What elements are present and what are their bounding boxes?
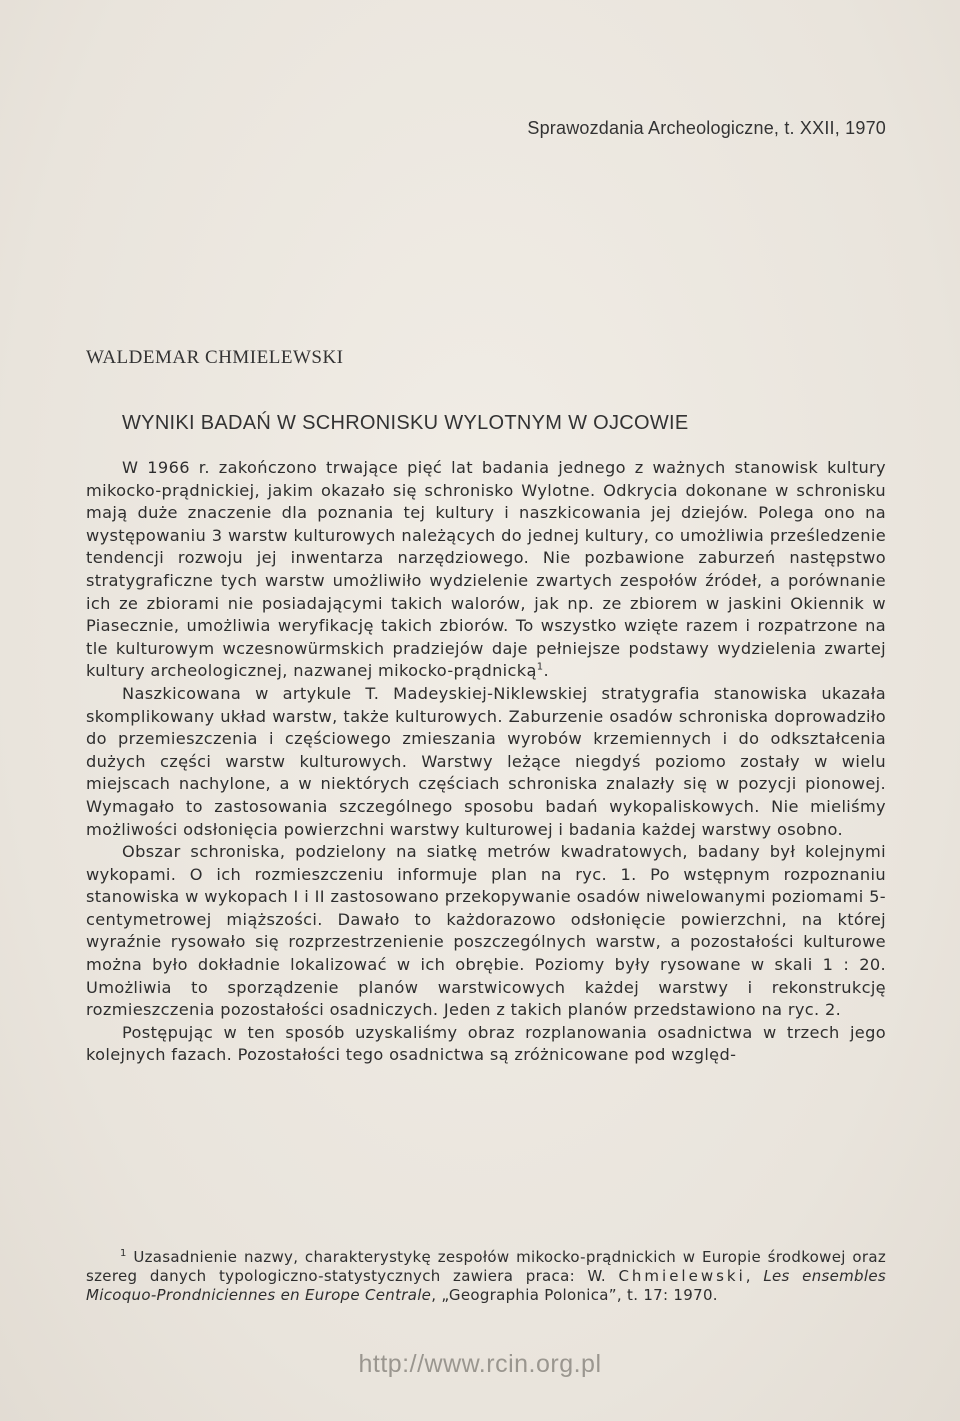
paragraph-1-text: W 1966 r. zakończono trwające pięć lat badania jednego z ważnych stanowisk kultury mikocko-prądnickiej, jakim okazało się schronisko Wylotne. Odkrycia dokonane w schronisku mają duże znaczenie dla poznania tej kultury i naszkicowania jej dziejów. Polega ono na występowaniu 3 warstw kulturowych należących do jednej kultury, co umożliwia prześledzenie tendencji rozwoju jej inwentarza narzędziowego. Nie pozbawione zaburzeń następstwo stratygraficzne tych warstw umożliwiło wydzielenie zwartych zespołów źródeł, a porównanie ich ze zbiorami nie posiadającymi takich walorów, jak np. ze zbiorem w jaskini Okiennik w Piasecznie, umożliwia weryfikację takich zbiorów. To wszystko wzięte razem i rozpatrzone na tle kulturowym wczesnowürmskich pradziejów daje pełniejsze podstawy wydzielenia zwartej kultury archeologicznej, nazwanej mikocko-prądnicką — [86, 458, 886, 681]
footnote-work-title: Les ensembles Micoquo-Prondniciennes en Europe Centrale — [86, 1267, 886, 1304]
footnote-1 — [86, 1248, 886, 1305]
footnote-reference: 1 — [536, 661, 544, 673]
paragraph-1-end: . — [543, 661, 549, 681]
article-author: WALDEMAR CHMIELEWSKI — [86, 347, 344, 368]
paragraph-3: Obszar schroniska, podzielony na siatkę metrów kwadratowych, badany był kolejnymi wykopami. O ich rozmieszczeniu informuje plan na ryc. 1. Po wstępnym rozpoznaniu stanowiska w wykopach I i II zastosowano przekopywanie osadów niwelowanymi poziomami 5-centymetrowej miąższości. Dawało to każdorazowo odsłonięcie powierzchni, na której wyraźnie rysowało się rozprzestrzenienie poszczególnych warstw, a pozostałości kulturowe można było dokładnie lokalizować w ich obrębie. Poziomy były rysowane w skali 1 : 20. Umożliwia to sporządzenie planów warstwicowych każdej warstwy i rekonstrukcję rozmieszczenia pozostałości osadniczych. Jeden z takich planów przedstawiono na ryc. 2. — [86, 842, 886, 1020]
journal-header: Sprawozdania Archeologiczne, t. XXII, 1970 — [527, 118, 886, 138]
footnote-mark: 1 — [120, 1248, 127, 1259]
article-body — [86, 457, 886, 1067]
footnote-author: Chmielewski — [618, 1267, 746, 1285]
article-title: WYNIKI BADAŃ W SCHRONISKU WYLOTNYM W OJCOWIE — [122, 412, 689, 434]
footnote-text-a: Uzasadnienie nazwy, charakterystykę zespołów mikocko-prądnickich w Europie środkowej oraz szereg danych typologiczno-statystycznych zawiera praca: W. — [86, 1248, 886, 1285]
footnotes — [86, 1248, 886, 1305]
paragraph-1 — [86, 457, 886, 683]
footnote-text-b: , — [745, 1267, 764, 1285]
paragraph-2: Naszkicowana w artykule T. Madeyskiej-Niklewskiej stratygrafia stanowiska ukazała skomplikowany układ warstw, także kulturowych. Zaburzenie osadów schroniska doprowadziło do przemieszczenia i częściowego zmieszania wyrobów krzemiennych i do odkształcenia dużych części warstw kulturowych. Warstwy leżące niegdyś poziomo zostały w wielu miejscach nachylone, a w niektórych częściach schroniska znalazły się w pozycji pionowej. Wymagało to zastosowania szczególnego sposobu badań wykopaliskowych. Nie mieliśmy możliwości odsłonięcia powierzchni warstwy kulturowej i badania każdej warstwy osobno. — [86, 683, 886, 839]
paragraph-4: Postępując w ten sposób uzyskaliśmy obraz rozplanowania osadnictwa w trzech jego kolejnych fazach. Pozostałości tego osadnictwa są zróżnicowane pod względ- — [86, 1022, 886, 1065]
watermark-url: http://www.rcin.org.pl — [358, 1350, 602, 1378]
footnote-text-c: , „Geographia Polonica”, t. 17: 1970. — [431, 1286, 718, 1304]
